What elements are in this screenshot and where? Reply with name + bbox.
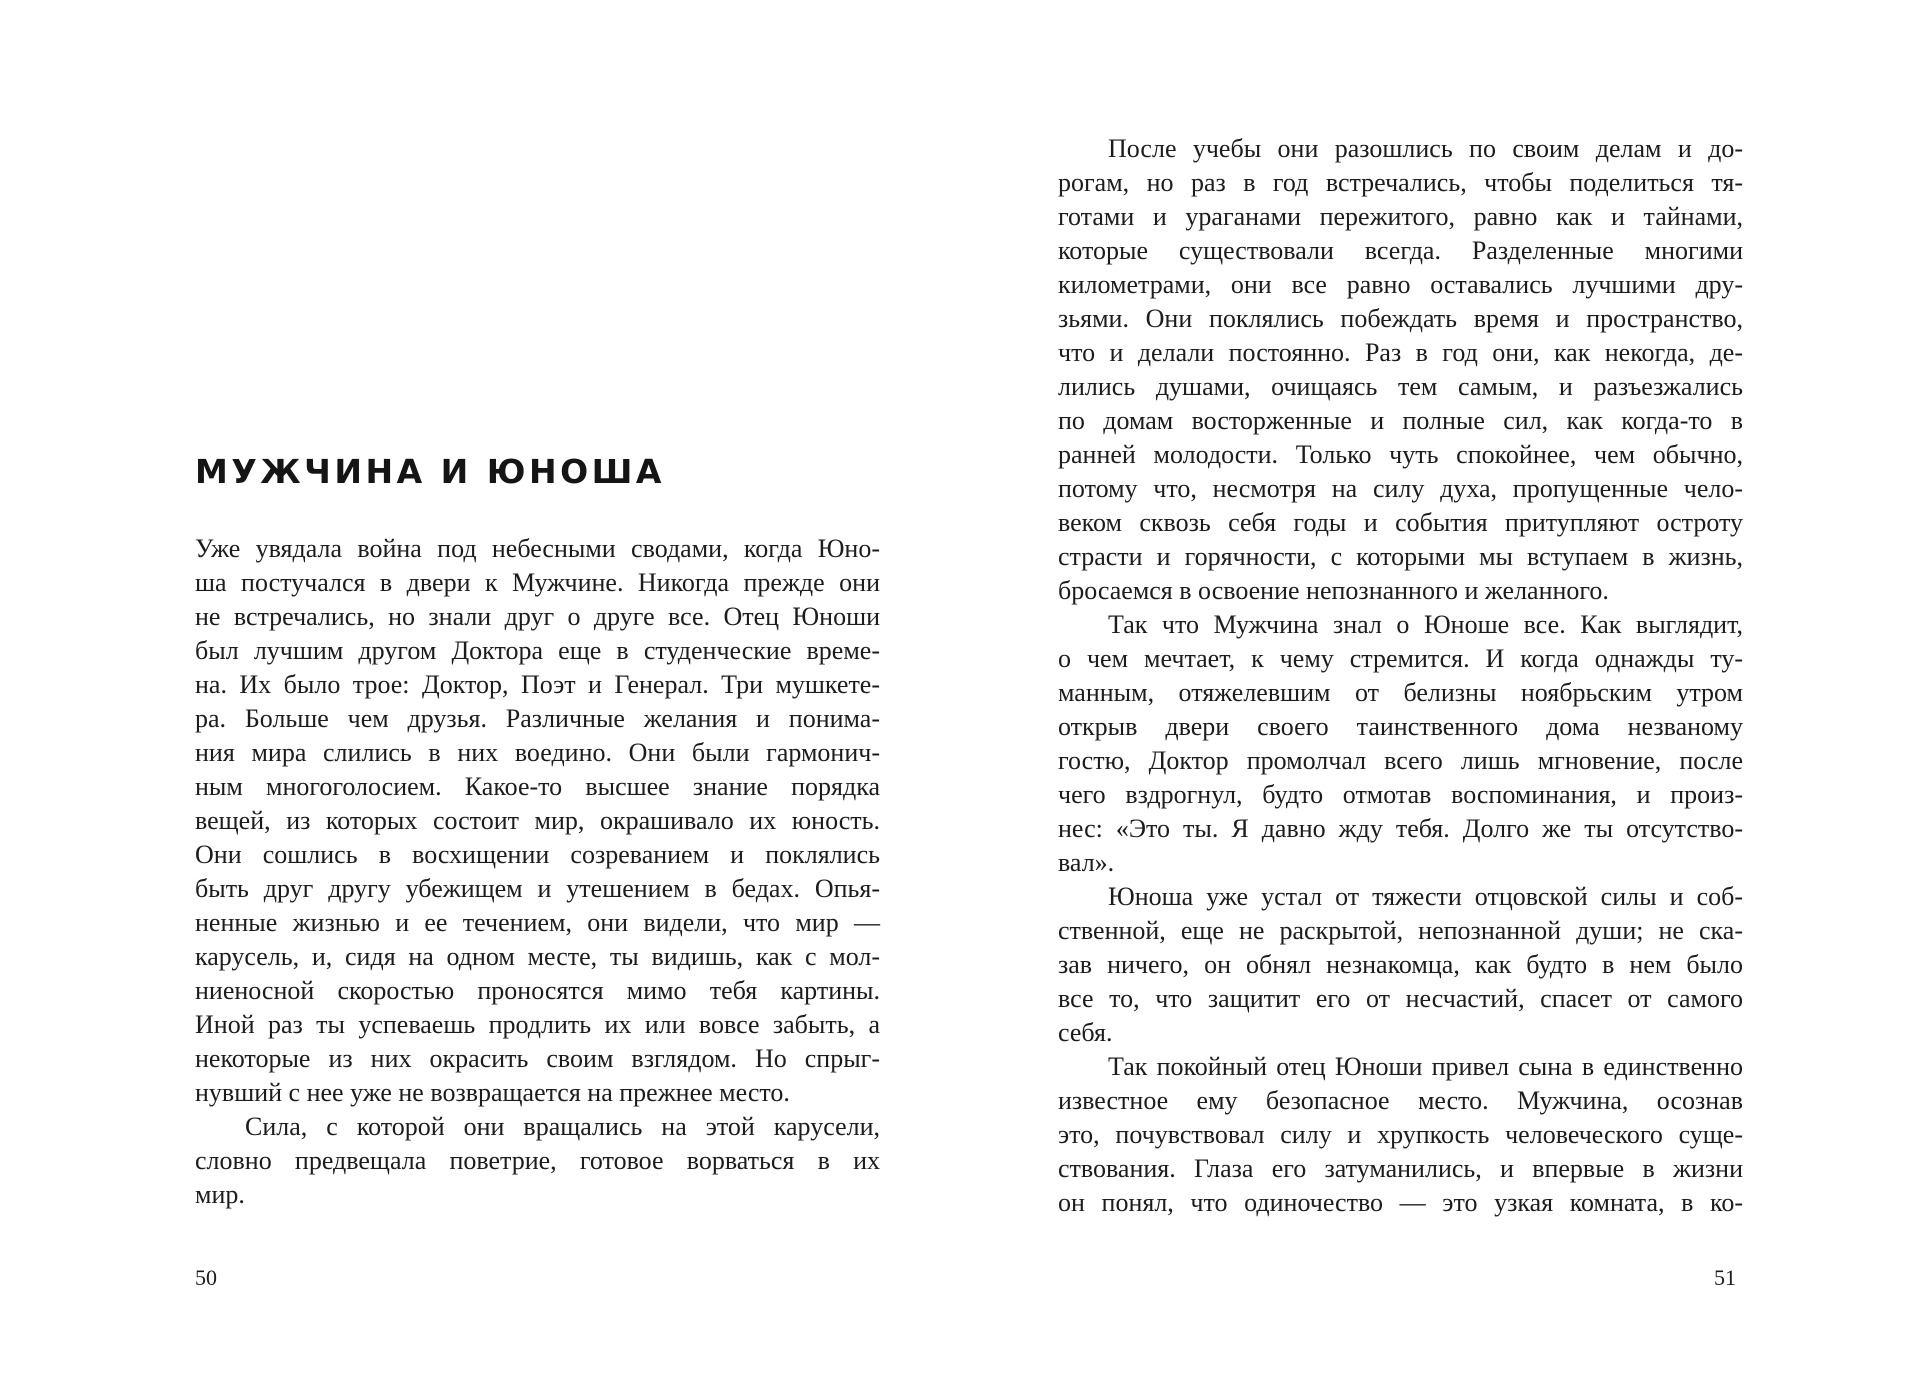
text-line: зьями. Они поклялись побеждать время и пространство, — [1058, 304, 1743, 333]
right-page-text — [1058, 132, 1743, 1220]
text-line: ранней молодости. Только чуть спокойнее, чем обычно, — [1058, 440, 1743, 469]
text-line: Так покойный отец Юноши привел сына в единственно — [1108, 1052, 1743, 1081]
text-line: все то, что защитит его от несчастий, спасет от самого — [1058, 984, 1743, 1013]
text-line: мир. — [195, 1180, 245, 1209]
text-line: которые существовали всегда. Разделенные многими — [1058, 236, 1743, 265]
text-line: это, почувствовал силу и хрупкость человеческого суще- — [1058, 1120, 1743, 1149]
text-line: ствования. Глаза его затуманились, и впервые в жизни — [1058, 1154, 1743, 1183]
text-line: Уже увядала война под небесными сводами, когда Юно- — [195, 534, 880, 563]
text-line: веком сквозь себя годы и события притупляют остроту — [1058, 508, 1743, 537]
left-page-text — [195, 532, 880, 1212]
text-line: ненные жизнью и ее течением, они видели, что мир — — [195, 908, 880, 937]
text-line: ра. Больше чем друзья. Различные желания и понима- — [195, 704, 880, 733]
text-line: Они сошлись в восхищении созреванием и поклялись — [195, 840, 880, 869]
right-page — [954, 0, 1908, 1375]
text-line: что и делали постоянно. Раз в год они, как некогда, де- — [1058, 338, 1743, 367]
chapter-title: МУЖЧИНА И ЮНОША — [195, 452, 665, 491]
text-line: чего вздрогнул, будто отмотав воспоминания, и произ- — [1058, 780, 1743, 809]
text-line: ша постучался в двери к Мужчине. Никогда прежде они — [195, 568, 880, 597]
text-line: километрами, они все равно оставались лучшими дру- — [1058, 270, 1743, 299]
text-line: ным многоголосием. Какое-то высшее знание порядка — [195, 772, 880, 801]
text-line: словно предвещала поветрие, готовое ворваться в их — [195, 1146, 880, 1175]
text-line: рогам, но раз в год встречались, чтобы поделиться тя- — [1058, 168, 1743, 197]
text-line: он понял, что одиночество — это узкая комната, в ко- — [1058, 1188, 1743, 1217]
text-line: известное ему безопасное место. Мужчина, осознав — [1058, 1086, 1743, 1115]
text-line: Сила, с которой они вращались на этой карусели, — [245, 1112, 880, 1141]
text-line: нес: «Это ты. Я давно жду тебя. Долго же ты отсутство- — [1058, 814, 1743, 843]
text-line: нувший с нее уже не возвращается на прежнее место. — [195, 1078, 790, 1107]
text-line: вещей, из которых состоит мир, окрашивало их юность. — [195, 806, 880, 835]
text-line: был лучшим другом Доктора еще в студенческие време- — [195, 636, 880, 665]
text-line: бросаемся в освоение непознанного и желанного. — [1058, 576, 1609, 605]
text-line: на. Их было трое: Доктор, Поэт и Генерал. Три мушкете- — [195, 670, 880, 699]
text-line: После учебы они разошлись по своим делам и до- — [1108, 134, 1743, 163]
text-line: Иной раз ты успеваешь продлить их или вовсе забыть, а — [195, 1010, 880, 1039]
text-line: открыв двери своего таинственного дома незваному — [1058, 712, 1743, 741]
text-line: ния мира слились в них воедино. Они были гармонич- — [195, 738, 880, 767]
text-line: страсти и горячности, с которыми мы вступаем в жизнь, — [1058, 542, 1743, 571]
text-line: Так что Мужчина знал о Юноше все. Как выглядит, — [1108, 610, 1743, 639]
text-line: по домам восторженные и полные сил, как когда-то в — [1058, 406, 1743, 435]
text-line: себя. — [1058, 1018, 1113, 1047]
text-line: потому что, несмотря на силу духа, пропущенные чело- — [1058, 474, 1743, 503]
text-line: ниеносной скоростью проносятся мимо тебя картины. — [195, 976, 880, 1005]
text-line: не встречались, но знали друг о друге все. Отец Юноши — [195, 602, 880, 631]
page-number: 50 — [195, 1265, 217, 1290]
text-line: зав ничего, он обнял незнакомца, как будто в нем было — [1058, 950, 1743, 979]
text-line: манным, отяжелевшим от белизны ноябрьским утром — [1058, 678, 1743, 707]
text-line: некоторые из них окрасить своим взглядом. Но спрыг- — [195, 1044, 880, 1073]
text-line: карусель, и, сидя на одном месте, ты видишь, как с мол- — [195, 942, 880, 971]
text-line: ственной, еще не раскрытой, непознанной души; не ска- — [1058, 916, 1743, 945]
text-line: вал». — [1058, 848, 1115, 877]
text-line: о чем мечтает, к чему стремится. И когда однажды ту- — [1058, 644, 1743, 673]
page-number: 51 — [1714, 1265, 1736, 1290]
text-line: быть друг другу убежищем и утешением в бедах. Опья- — [195, 874, 880, 903]
text-line: Юноша уже устал от тяжести отцовской силы и соб- — [1108, 882, 1743, 911]
text-line: гостю, Доктор промолчал всего лишь мгновение, после — [1058, 746, 1743, 775]
text-line: готами и ураганами пережитого, равно как и тайнами, — [1058, 202, 1743, 231]
text-line: лились душами, очищаясь тем самым, и разъезжались — [1058, 372, 1743, 401]
